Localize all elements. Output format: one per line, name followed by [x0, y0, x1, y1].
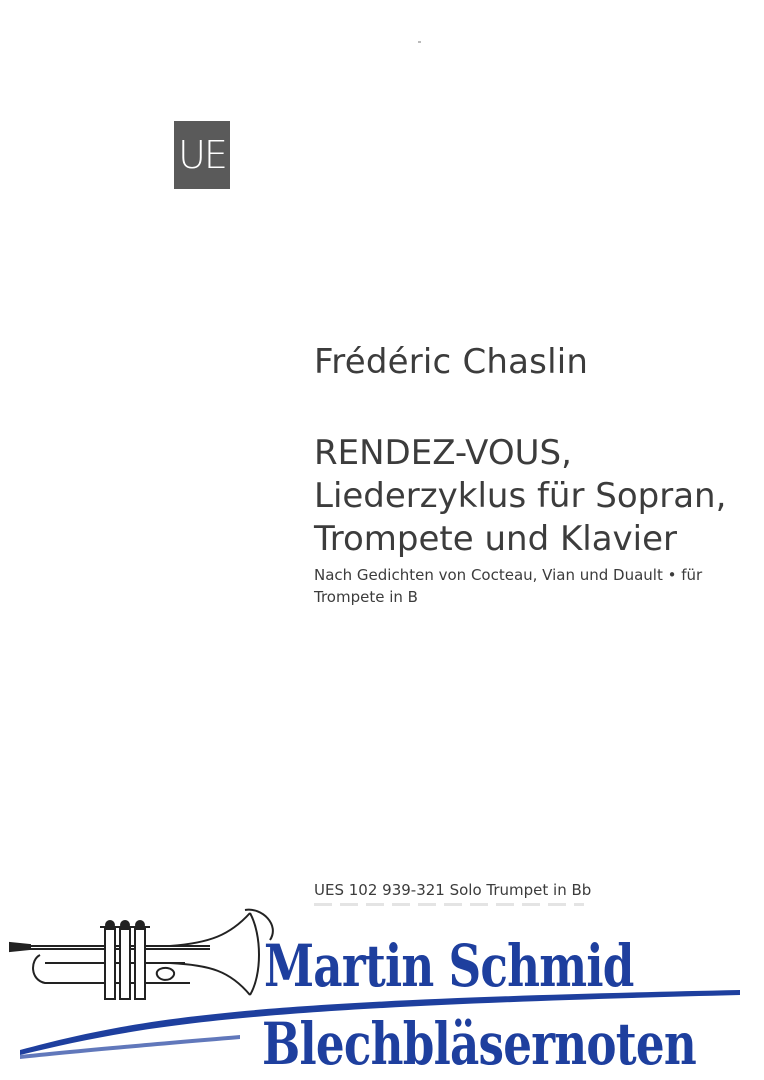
publisher-logo: [174, 121, 230, 189]
composer-name: Frédéric Chaslin: [314, 342, 589, 382]
catalog-number: UES 102 939-321 Solo Trumpet in Bb: [314, 881, 592, 899]
speck: [418, 41, 421, 43]
publisher-logo-text: UE: [178, 133, 226, 177]
work-title: [314, 432, 754, 561]
title-line: Liederzyklus für Sopran,: [314, 476, 727, 516]
title-line: Trompete und Klavier: [314, 519, 678, 559]
subtitle: Nach Gedichten von Cocteau, Vian und Duault • für Trompete in B: [314, 566, 703, 606]
stamp-line-1: Martin Schmid: [264, 932, 634, 1000]
stamp-line-2: Blechbläsernoten: [262, 1010, 697, 1078]
title-line: RENDEZ-VOUS,: [314, 433, 572, 473]
